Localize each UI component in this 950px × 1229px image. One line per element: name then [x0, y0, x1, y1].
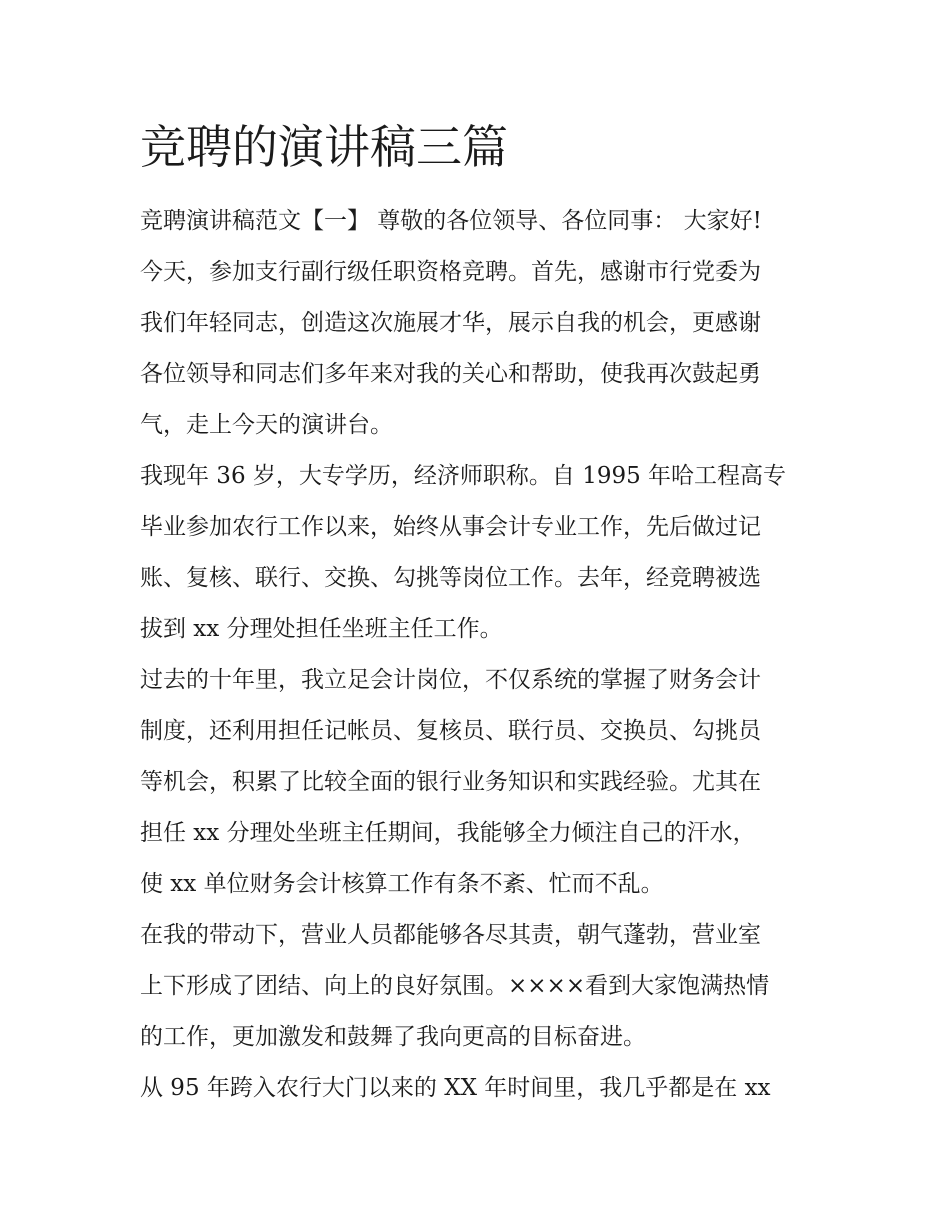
paragraph-4	[140, 910, 812, 1063]
text-line: 在我的带动下，营业人员都能够各尽其责，朝气蓬勃，营业室	[140, 922, 761, 948]
paragraph-3	[140, 655, 812, 910]
paragraph-5	[140, 1063, 812, 1114]
text-line: 各位领导和同志们多年来对我的关心和帮助，使我再次鼓起勇	[140, 361, 761, 387]
text-line: 过去的十年里，我立足会计岗位，不仅系统的掌握了财务会计	[140, 667, 761, 693]
paragraph-2	[140, 451, 812, 655]
document-title: 竞聘的演讲稿三篇	[140, 120, 508, 174]
text-line: 我现年 36 岁，大专学历，经济师职称。自 1995 年哈工程高专	[140, 463, 787, 489]
text-line: 竞聘演讲稿范文【一】 尊敬的各位领导、各位同事： 大家好!	[140, 208, 762, 234]
text-line: 毕业参加农行工作以来，始终从事会计专业工作，先后做过记	[140, 514, 761, 540]
text-line: 从 95 年跨入农行大门以来的 XX 年时间里，我几乎都是在 xx	[140, 1075, 771, 1101]
text-line: 今天，参加支行副行级任职资格竞聘。首先，感谢市行党委为	[140, 259, 761, 285]
text-line: 使 xx 单位财务会计核算工作有条不紊、忙而不乱。	[140, 871, 664, 897]
text-line: 制度，还利用担任记帐员、复核员、联行员、交换员、勾挑员	[140, 718, 761, 744]
text-line: 账、复核、联行、交换、勾挑等岗位工作。去年，经竞聘被选	[140, 565, 761, 591]
text-line: 气，走上今天的演讲台。	[140, 412, 393, 438]
text-line: 我们年轻同志，创造这次施展才华，展示自我的机会，更感谢	[140, 310, 761, 336]
text-line: 担任 xx 分理处坐班主任期间，我能够全力倾注自己的汗水，	[140, 820, 756, 846]
paragraph-1	[140, 196, 812, 451]
text-line: 上下形成了团结、向上的良好氛围。××××看到大家饱满热情	[140, 973, 770, 999]
text-line: 拔到 xx 分理处担任坐班主任工作。	[140, 616, 503, 642]
text-line: 的工作，更加激发和鼓舞了我向更高的目标奋进。	[140, 1024, 646, 1050]
document-body	[140, 196, 812, 1114]
text-line: 等机会，积累了比较全面的银行业务知识和实践经验。尤其在	[140, 769, 761, 795]
